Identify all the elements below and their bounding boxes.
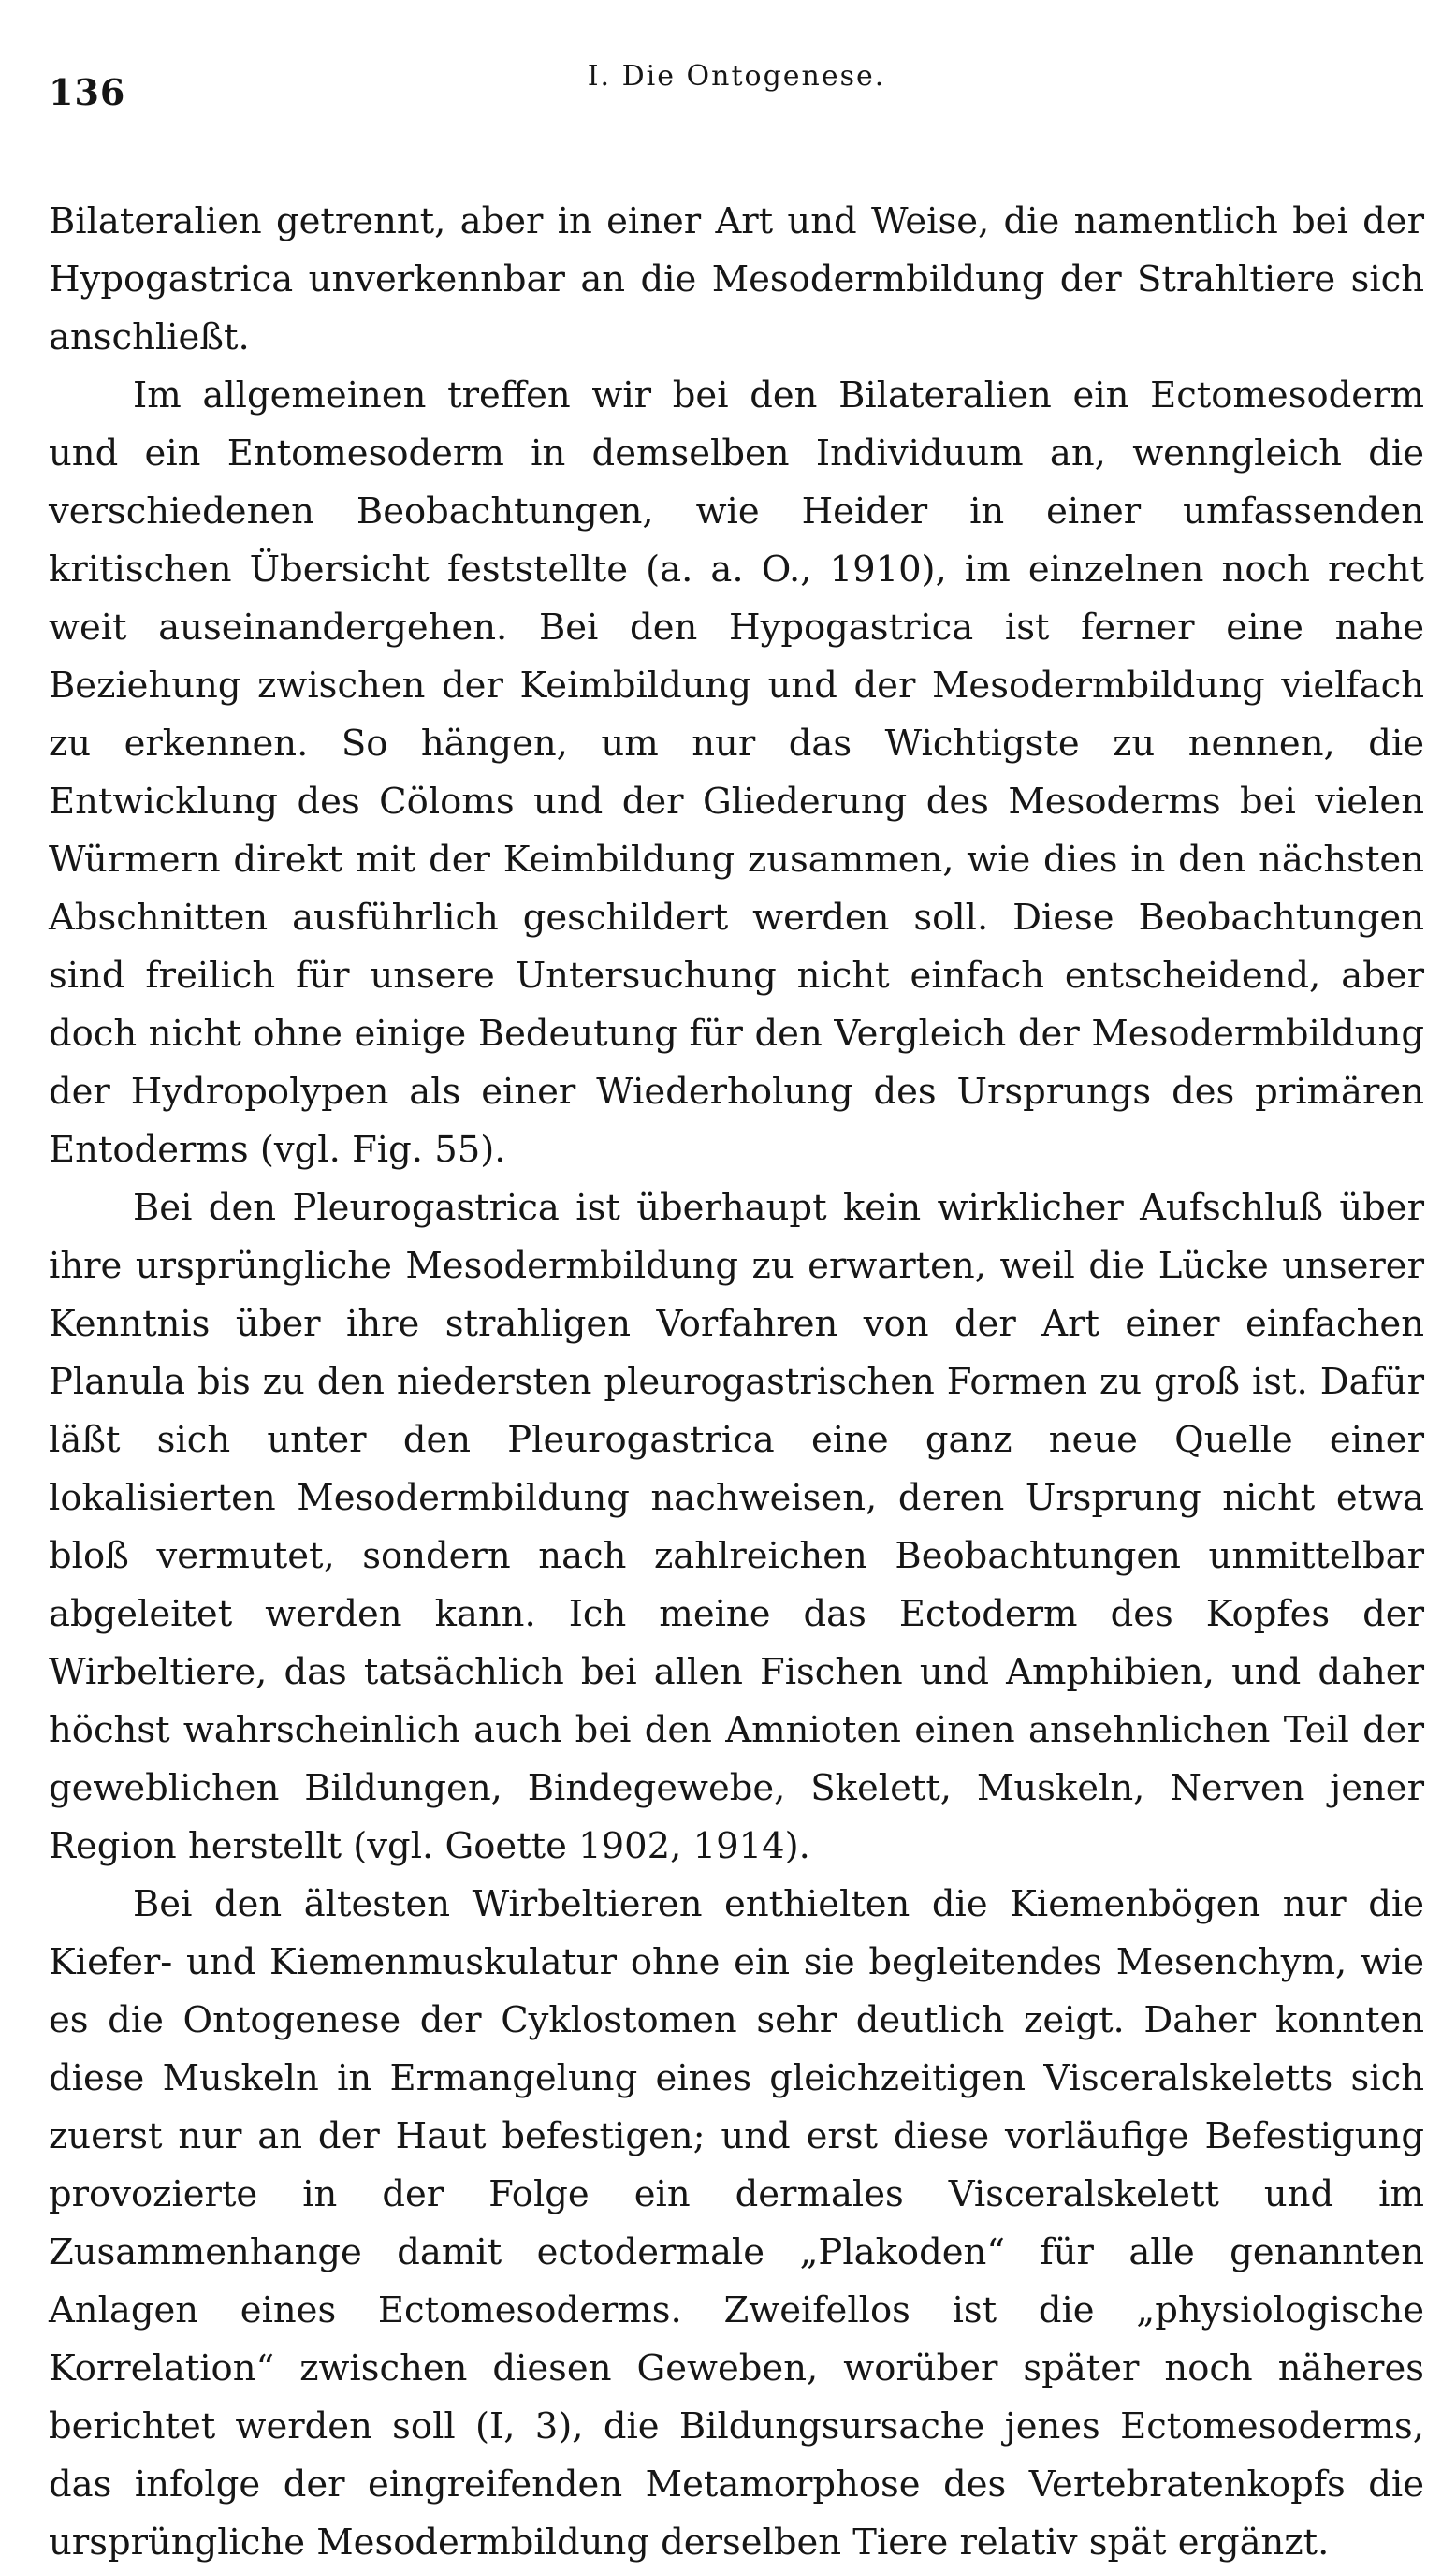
paragraph-continuation: Bilateralien getrennt, aber in einer Art und Weise, die namentlich bei der Hypogastrica unverkennbar an die Mesodermbildung der Strahltiere sich anschließt.	[49, 200, 1424, 358]
body-text	[49, 193, 1424, 2572]
paragraph-wirbeltiere: Bei den ältesten Wirbeltieren enthielten die Kiemenbögen nur die Kiefer- und Kiemenmuskulatur ohne ein sie begleitendes Mesenchym, wie es die Ontogenese der Cyklostomen sehr deutlich zeigt. Daher konnten diese Muskeln in Ermangelung eines gleichzeitigen Visceralskeletts sich zuerst nur an der Haut befestigen; und erst diese vorläufige Befestigung provozierte in der Folge ein dermales Visceralskelett und im Zusammenhange damit ectodermale „Plakoden“ für alle genannten Anlagen eines Ectomesoderms. Zweifellos ist die „physiologische Korrelation“ zwischen diesen Geweben, worüber später noch näheres berichtet werden soll (I, 3), die Bildungsursache jenes Ectomesoderms, das infolge der eingreifenden Metamorphose des Vertebratenkopfs die ursprüngliche Mesodermbildung derselben Tiere relativ spät ergänzt.	[49, 1883, 1424, 2564]
page-header	[49, 54, 1424, 125]
paragraph-bilateralien: Im allgemeinen treffen wir bei den Bilateralien ein Ectomesoderm und ein Entomesoderm in demselben Individuum an, wenngleich die verschiedenen Beobachtungen, wie Heider in einer umfassenden kritischen Übersicht feststellte (a. a. O., 1910), im einzelnen noch recht weit auseinandergehen. Bei den Hypogastrica ist ferner eine nahe Beziehung zwischen der Keimbildung und der Mesodermbildung vielfach zu erkennen. So hängen, um nur das Wichtigste zu nennen, die Entwicklung des Cöloms und der Gliederung des Mesoderms bei vielen Würmern direkt mit der Keimbildung zusammen, wie dies in den nächsten Abschnitten ausführlich geschildert werden soll. Diese Beobachtungen sind freilich für unsere Untersuchung nicht einfach entscheidend, aber doch nicht ohne einige Bedeutung für den Vergleich der Mesodermbildung der Hydropolypen als einer Wiederholung des Ursprungs des primären Entoderms (vgl. Fig. 55).	[49, 374, 1424, 1171]
book-page	[49, 54, 1424, 2564]
page-number: 136	[49, 71, 126, 113]
running-title: I. Die Ontogenese.	[587, 60, 886, 93]
paragraph-pleurogastrica: Bei den Pleurogastrica ist überhaupt kein wirklicher Aufschluß über ihre ursprüngliche Mesodermbildung zu erwarten, weil die Lücke unserer Kenntnis über ihre strahligen Vorfahren von der Art einer einfachen Planula bis zu den niedersten pleurogastrischen Formen zu groß ist. Dafür läßt sich unter den Pleurogastrica eine ganz neue Quelle einer lokalisierten Mesodermbildung nachweisen, deren Ursprung nicht etwa bloß vermutet, sondern nach zahlreichen Beobachtungen unmittelbar abgeleitet werden kann. Ich meine das Ectoderm des Kopfes der Wirbeltiere, das tatsächlich bei allen Fischen und Amphibien, und daher höchst wahrscheinlich auch bei den Amnioten einen ansehnlichen Teil der geweblichen Bildungen, Bindegewebe, Skelett, Muskeln, Nerven jener Region herstellt (vgl. Goette 1902, 1914).	[49, 1187, 1424, 1867]
